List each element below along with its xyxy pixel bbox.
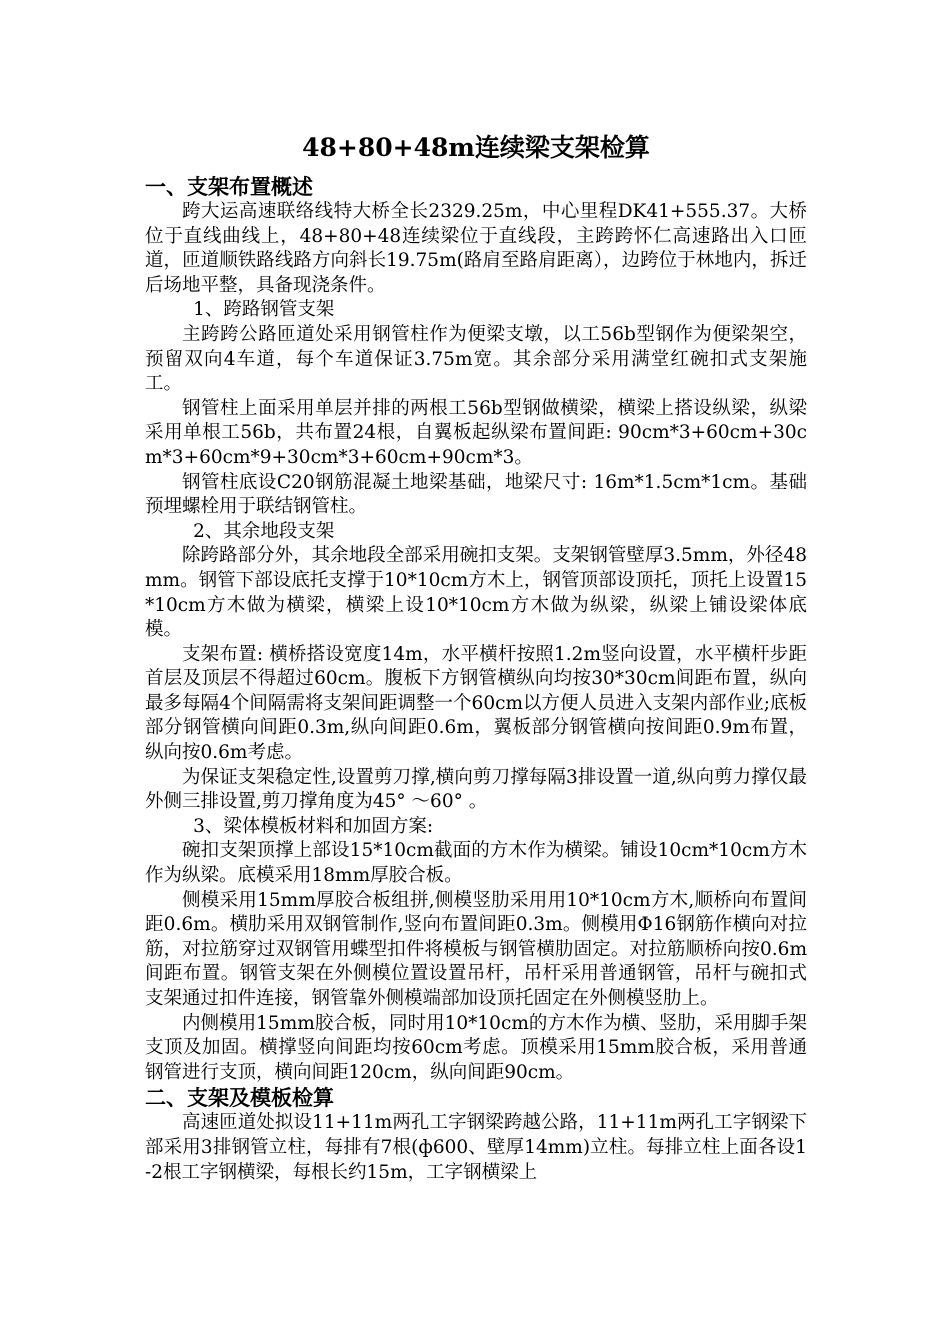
paragraph: 跨大运高速联络线特大桥全长2329.25m，中心里程DK41+555.37。大桥位于直线曲线上，48+80+48连续梁位于直线段，主跨跨怀仁高速路出入口匝道，匝道顺铁路线路方向斜长19.75m(路肩至路肩距离），边跨位于林地内，拆迁后场地平整，具备现浇条件。 [145, 201, 807, 296]
document-page [145, 128, 807, 1185]
paragraph: 钢管柱底设C20钢筋混凝土地梁基础，地梁尺寸: 16m*1.5cm*1cm。基础预埋螺栓用于联结钢管柱。 [145, 471, 807, 518]
paragraph: 高速匝道处拟设11+11m两孔工字钢梁跨越公路，11+11m两孔工字钢梁下部采用3排钢管立柱，每排有7根(ф600、壁厚14mm)立柱。每排立柱上面各设1-2根工字钢横梁，每根长约15m，工字钢横梁上 [145, 1112, 807, 1183]
paragraph: 内侧模用15mm胶合板，同时用10*10cm的方木作为横、竖肋，采用脚手架支顶及加固。横撑竖向间距均按60cm考虑。顶模采用15mm胶合板，采用普通钢管进行支顶，横向间距120cm，纵向间距90cm。 [145, 1012, 807, 1083]
paragraph: 钢管柱上面采用单层并排的两根工56b型钢做横梁，横梁上搭设纵梁，纵梁采用单根工56b，共布置24根，自翼板起纵梁布置间距: 90cm*3+60cm+30cm*3+60cm*9+30cm*3+60cm+90cm*3。 [145, 397, 807, 468]
paragraph: 主跨跨公路匝道处采用钢管柱作为便梁支墩，以工56b型钢作为便梁架空，预留双向4车道，每个车道保证3.75m宽。其余部分采用满堂红碗扣式支架施工。 [145, 323, 807, 395]
section-heading-2: 二、支架及模板检算 [145, 1085, 334, 1111]
subheading: 1、跨路钢管支架 [193, 299, 335, 321]
paragraph: 除跨路部分外，其余地段全部采用碗扣支架。支架钢管壁厚3.5mm，外径48mm。钢管下部设底托支撑于10*10cm方木上，钢管顶部设顶托，顶托上设置15*10cm方木做为横梁，横梁上设10*10cm方木做为纵梁，纵梁上铺设梁体底模。 [145, 545, 807, 641]
section-heading-1: 一、支架布置概述 [145, 174, 313, 199]
subheading: 3、梁体模板材料和加固方案: [193, 815, 434, 837]
paragraph: 碗扣支架顶撑上部设15*10cm截面的方木作为横梁。铺设10cm*10cm方木作为纵梁。底模采用18mm厚胶合板。 [145, 840, 807, 887]
paragraph: 侧模采用15mm厚胶合板组拼,侧模竖肋采用用10*10cm方木,顺桥向布置间距0.6m。横肋采用双钢管制作,竖向布置间距0.3m。侧模用Φ16钢筋作横向对拉筋，对拉筋穿过双钢管用蝶型扣件将模板与钢管横肋固定。对拉筋顺桥向按0.6m间距布置。钢管支架在外侧模位置设置吊杆，吊杆采用普通钢管，吊杆与碗扣式支架通过扣件连接，钢管靠外侧模端部加设顶托固定在外侧模竖肋上。 [145, 889, 807, 1009]
document-title: 48+80+48m连续梁支架检算 [302, 133, 650, 162]
paragraph: 为保证支架稳定性,设置剪刀撑,横向剪刀撑每隔3排设置一道,纵向剪力撑仅最外侧三排设置,剪刀撑角度为45° ～60° 。 [145, 766, 807, 813]
subheading: 2、其余地段支架 [193, 520, 335, 542]
paragraph: 支架布置: 横桥搭设宽度14m，水平横杆按照1.2m竖向设置，水平横杆步距首层及顶层不得超过60cm。腹板下方钢管横纵向均按30*30cm间距布置，纵向最多每隔4个间隔需将支架间距调整一个60cm以方便人员进入支架内部作业;底板部分钢管横向间距0.3m,纵向间距0.6m，翼板部分钢管横向按间距0.9m布置，纵向按0.6m考虑。 [145, 643, 807, 764]
